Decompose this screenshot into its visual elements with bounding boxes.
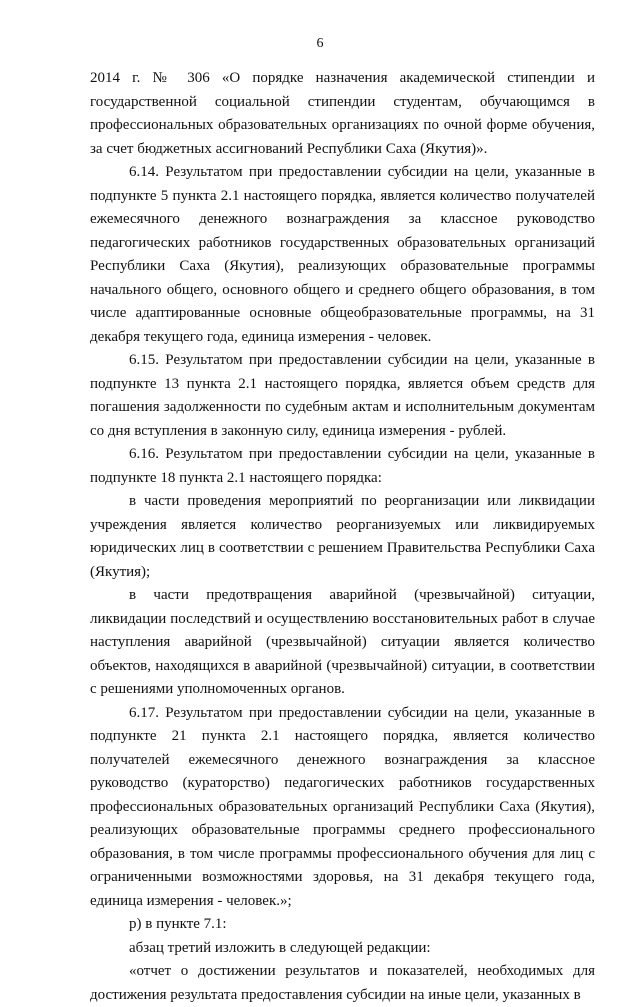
- paragraph-6-15: 6.15. Результатом при предоставлении субсидии на цели, указанные в подпункте 13 пункта 2.1 настоящего порядка, является объем средств для погашения задолженности по судебным актам и исполнительным документам со дня вступления в законную силу, единица измерения - рублей.: [90, 352, 595, 439]
- paragraph-6-17: 6.17. Результатом при предоставлении субсидии на цели, указанные в подпункте 21 пункта 2.1 настоящего порядка, является количество получателей ежемесячного денежного вознаграждения за классное руководство (кураторство) педагогических работников государственных профессиональных образовательных организаций Республики Саха (Якутия), реализующих образовательные программы среднего профессионального образования, в том числе программы профессионального обучения для лиц с ограниченными возможностями здоровья, на 31 декабря текущего года, единица измерения - человек.»;: [90, 704, 595, 909]
- document-body: [90, 67, 595, 1007]
- page-number: 6: [316, 36, 324, 51]
- paragraph-reorganization: в части проведения мероприятий по реорганизации или ликвидации учреждения является количество реорганизуемых или ликвидируемых юридических лиц в соответствии с решением Правительства Республики Саха (Якутия);: [90, 493, 595, 580]
- paragraph-emergency: в части предотвращения аварийной (чрезвычайной) ситуации, ликвидации последствий и осуществлению восстановительных работ в случае наступления аварийной (чрезвычайной) ситуации является количество объектов, находящихся в аварийной (чрезвычайной) ситуации, в соответствии с решениями уполномоченных органов.: [90, 587, 595, 697]
- paragraph-abzac-third: абзац третий изложить в следующей редакции:: [129, 939, 431, 956]
- paragraph-order-reference: 2014 г. № 306 «О порядке назначения академической стипендии и государственной социальной стипендии студентам, обучающимся в профессиональных образовательных организациях по очной форме обучения, за счет бюджетных ассигнований Республики Саха (Якутия)».: [90, 70, 595, 157]
- paragraph-6-14: 6.14. Результатом при предоставлении субсидии на цели, указанные в подпункте 5 пункта 2.1 настоящего порядка, является количество получателей ежемесячного денежного вознаграждения за классное руководство педагогических работников государственных образовательных организаций Республики Саха (Якутия), реализующих образовательные программы начального общего, основного общего и среднего общего образования, в том числе адаптированные основные общеобразовательные программы, на 31 декабря текущего года, единица измерения - человек.: [90, 164, 595, 345]
- paragraph-6-16: 6.16. Результатом при предоставлении субсидии на цели, указанные в подпункте 18 пункта 2.1 настоящего порядка:: [90, 446, 595, 486]
- paragraph-report-quote: «отчет о достижении результатов и показателей, необходимых для достижения результата предоставления субсидии на иные цели, указанных в: [90, 963, 595, 1003]
- paragraph-item-r: р) в пункте 7.1:: [129, 916, 227, 932]
